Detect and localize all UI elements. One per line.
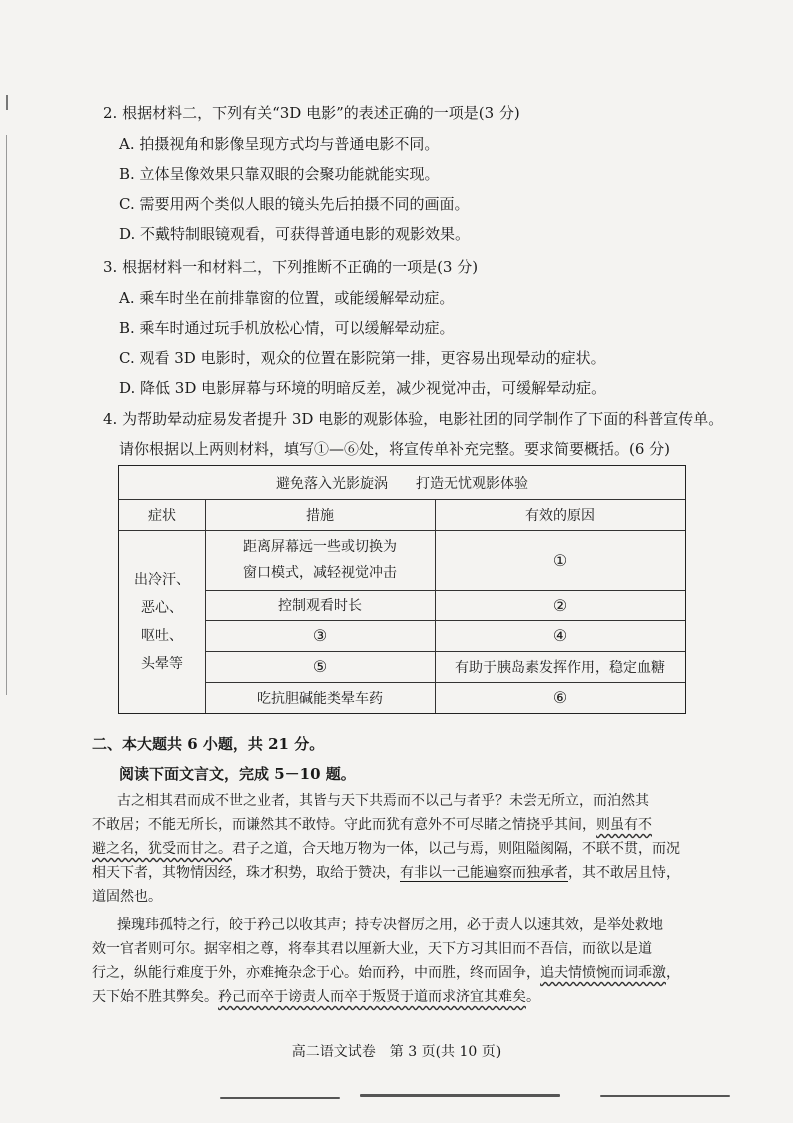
symptom-line: 头晕等	[141, 655, 183, 672]
measure-blank-3: ③	[312, 626, 328, 645]
passage-line	[92, 987, 540, 1007]
passage-line: 操瑰玮孤特之行，皎于矜己以收其声；持专决督厉之用，必于责人以速其效，是举处救地	[117, 917, 663, 933]
scan-stroke	[220, 1097, 340, 1099]
symptom-line: 恶心、	[141, 599, 183, 616]
measure-blank-5: ⑤	[312, 657, 328, 676]
q3-option-b: B. 乘车时通过玩手机放松心情，可以缓解晕动症。	[119, 319, 455, 337]
measure-cell-1	[205, 530, 435, 590]
scan-stroke	[360, 1094, 560, 1097]
page-footer: 高二语文试卷 第 3 页(共 10 页)	[291, 1044, 502, 1060]
reason-blank-4: ④	[552, 626, 568, 645]
q3-option-a: A. 乘车时坐在前排靠窗的位置，或能缓解晕动症。	[119, 289, 455, 307]
underlined-phrase: 避之名，犹受而甘之。	[92, 841, 232, 857]
q3-stem: 3. 根据材料一和材料二，下列推断不正确的一项是(3 分)	[103, 258, 479, 276]
measure-line: 距离屏幕远一些或切换为	[243, 539, 397, 555]
underlined-phrase: 追夫情愤惋而词乖激	[540, 965, 666, 981]
symptom-line: 呕吐、	[141, 627, 183, 644]
section2-heading: 二、本大题共 6 小题，共 21 分。	[92, 735, 325, 753]
measure-cell-5: 吃抗胆碱能类晕车药	[257, 690, 383, 707]
scan-edge-mark	[6, 95, 8, 110]
scan-stroke	[600, 1095, 730, 1097]
passage-text: 君子之道，合天地万物为一体，以己与焉，则阻隘阂隔，不联不贯，而况	[232, 841, 680, 857]
passage-line	[92, 815, 652, 835]
underlined-phrase: 矜己而卒于谤责人而卒于叛贤于道而求济宜其难矣	[218, 989, 526, 1005]
symptom-line: 出冷汗、	[134, 571, 190, 588]
passage-line	[92, 839, 680, 859]
underlined-phrase: 则虽有不	[596, 817, 652, 833]
passage-line: 效一官者则可尔。据宰相之尊，将奉其君以厘新大业，天下方习其旧而不吾信，而欲以是道	[92, 941, 652, 957]
passage-line: 古之相其君而成不世之业者，其皆与天下共焉而不以己与者乎？未尝无所立，而泊然其	[117, 793, 649, 809]
q2-option-c: C. 需要用两个类似人眼的镜头先后拍摄不同的画面。	[119, 195, 470, 213]
header-symptom: 症状	[148, 507, 176, 524]
passage-text: 。	[526, 989, 540, 1005]
header-reason: 有效的原因	[525, 507, 595, 524]
q3-option-d: D. 降低 3D 电影屏幕与环境的明暗反差，减少视觉冲击，可缓解晕动症。	[119, 379, 607, 397]
q2-option-d: D. 不戴特制眼镜观看，可获得普通电影的观影效果。	[119, 225, 471, 243]
table-title: 避免落入光影旋涡 打造无忧观影体验	[276, 475, 528, 492]
passage-text: ，其不敢居且恃，	[568, 865, 680, 881]
passage-line	[92, 963, 680, 983]
header-measure: 措施	[306, 507, 334, 524]
measure-line: 窗口模式，减轻视觉冲击	[243, 565, 397, 581]
section2-instruction: 阅读下面文言文，完成 5－10 题。	[119, 765, 356, 783]
q3-option-c: C. 观看 3D 电影时，观众的位置在影院第一排，更容易出现晕动的症状。	[119, 349, 606, 367]
reason-cell-4: 有助于胰岛素发挥作用，稳定血糖	[455, 659, 665, 676]
reason-blank-1: ①	[552, 550, 568, 570]
q2-option-b: B. 立体呈像效果只靠双眼的会聚功能就能实现。	[119, 165, 440, 183]
reason-blank-6: ⑥	[552, 688, 568, 707]
scan-edge-line	[6, 135, 7, 695]
q2-option-a: A. 拍摄视角和影像呈现方式均与普通电影不同。	[119, 135, 440, 153]
passage-line: 道固然也。	[92, 889, 162, 905]
q4-stem-line1: 4. 为帮助晕动症易发者提升 3D 电影的观影体验，电影社团的同学制作了下面的科普宣传单。	[103, 410, 724, 428]
symptom-cell	[119, 530, 205, 713]
reason-blank-2: ②	[552, 595, 568, 615]
passage-text: 相天下者，其物情因经，珠才积势，取给于赞决，	[92, 865, 400, 881]
q4-stem-line2: 请你根据以上两则材料，填写①—⑥处，将宣传单补充完整。要求简要概括。(6 分)	[119, 440, 671, 458]
publicity-table	[118, 465, 686, 714]
underlined-phrase: 有非以一己能遍察而独承者	[400, 865, 568, 881]
passage-text: 行之，纵能行难度于外，亦难掩杂念于心。始而矜，中而胜，终而固争，	[92, 965, 540, 981]
passage-text: 不敢居；不能无所长，而谦然其不敢恃。守此而犹有意外不可尽睹之情挠乎其间，	[92, 817, 596, 833]
q2-stem: 2. 根据材料二，下列有关“3D 电影”的表述正确的一项是(3 分)	[103, 104, 520, 122]
passage-text: 天下始不胜其弊矣。	[92, 989, 218, 1005]
passage-line	[92, 863, 680, 883]
measure-cell-2: 控制观看时长	[278, 598, 362, 614]
passage-text: ，	[666, 965, 680, 981]
